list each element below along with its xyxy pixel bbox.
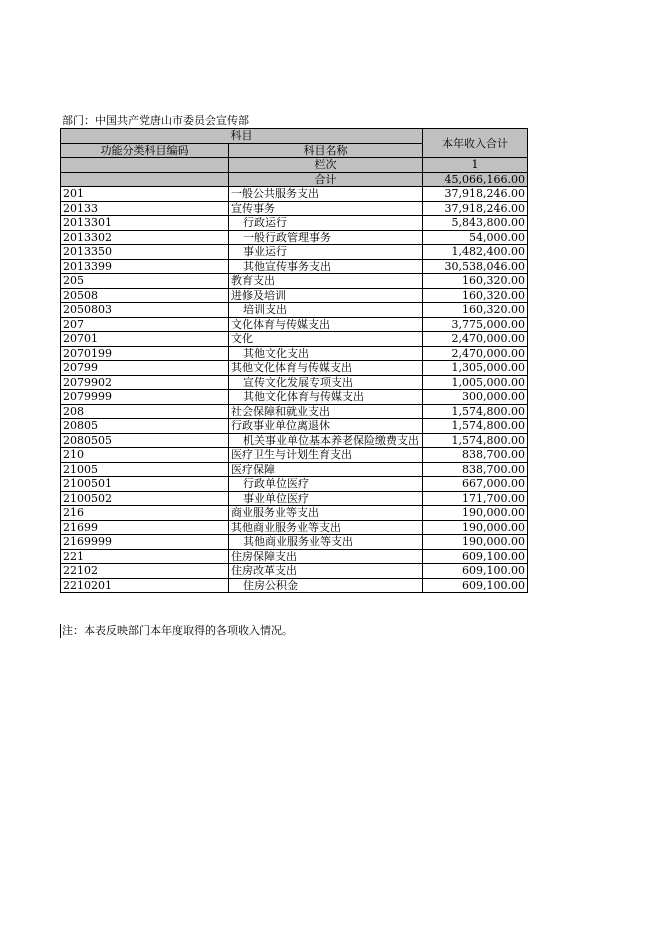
table-row	[61, 259, 528, 274]
subject-name-cell: 其他商业服务业等支出	[229, 520, 423, 535]
subject-name-cell: 文化体育与传媒支出	[229, 317, 423, 332]
subject-name-cell: 行政事业单位离退休	[229, 419, 423, 434]
subject-code-cell: 207	[61, 317, 229, 332]
table-row	[61, 535, 528, 550]
name-column-header: 科目名称	[229, 143, 423, 158]
subject-code-cell: 2100502	[61, 491, 229, 506]
subject-name-cell: 宣传文化发展专项支出	[229, 375, 423, 390]
subject-code-cell: 21699	[61, 520, 229, 535]
amount-cell: 160,320.00	[423, 303, 528, 318]
subject-group-header: 科目	[61, 129, 423, 144]
subject-code-cell: 208	[61, 404, 229, 419]
subject-code-cell: 22102	[61, 564, 229, 579]
subject-name-cell: 住房保障支出	[229, 549, 423, 564]
table-row	[61, 288, 528, 303]
subject-code-cell: 210	[61, 448, 229, 463]
subject-name-cell: 教育支出	[229, 274, 423, 289]
subject-name-cell: 医疗卫生与计划生育支出	[229, 448, 423, 463]
amount-cell: 5,843,800.00	[423, 216, 528, 231]
table-row	[61, 230, 528, 245]
amount-cell: 160,320.00	[423, 274, 528, 289]
subject-name-cell: 培训支出	[229, 303, 423, 318]
table-row	[61, 332, 528, 347]
row-index-value: 1	[423, 158, 528, 173]
subject-code-cell: 2100501	[61, 477, 229, 492]
subject-code-cell: 2050803	[61, 303, 229, 318]
subject-code-cell: 2079902	[61, 375, 229, 390]
header-row-subject	[61, 129, 528, 144]
table-row	[61, 578, 528, 593]
subject-code-cell: 2013399	[61, 259, 229, 274]
table-row	[61, 317, 528, 332]
subject-code-cell: 20133	[61, 201, 229, 216]
amount-cell: 300,000.00	[423, 390, 528, 405]
table-row	[61, 462, 528, 477]
subject-code-cell: 2013350	[61, 245, 229, 260]
table-row	[61, 375, 528, 390]
amount-cell: 190,000.00	[423, 506, 528, 521]
table-row	[61, 303, 528, 318]
amount-cell: 609,100.00	[423, 564, 528, 579]
table-row	[61, 477, 528, 492]
amount-cell: 2,470,000.00	[423, 346, 528, 361]
table-row	[61, 187, 528, 202]
amount-cell: 30,538,046.00	[423, 259, 528, 274]
amount-cell: 37,918,246.00	[423, 187, 528, 202]
code-column-header: 功能分类科目编码	[61, 143, 229, 158]
subject-name-cell: 文化	[229, 332, 423, 347]
amount-cell: 1,574,800.00	[423, 404, 528, 419]
subject-name-cell: 其他文化体育与传媒支出	[229, 390, 423, 405]
subject-name-cell: 行政运行	[229, 216, 423, 231]
subject-code-cell: 216	[61, 506, 229, 521]
subject-name-cell: 社会保障和就业支出	[229, 404, 423, 419]
amount-cell: 37,918,246.00	[423, 201, 528, 216]
total-label: 合计	[229, 172, 423, 187]
table-row	[61, 419, 528, 434]
amount-cell: 838,700.00	[423, 462, 528, 477]
table-row	[61, 274, 528, 289]
subject-name-cell: 住房公积金	[229, 578, 423, 593]
subject-code-cell: 2070199	[61, 346, 229, 361]
row-index-label: 栏次	[229, 158, 423, 173]
subject-name-cell: 一般行政管理事务	[229, 230, 423, 245]
total-code-cell	[61, 172, 229, 187]
table-row	[61, 491, 528, 506]
subject-code-cell: 20805	[61, 419, 229, 434]
subject-name-cell: 一般公共服务支出	[229, 187, 423, 202]
subject-name-cell: 事业单位医疗	[229, 491, 423, 506]
subject-name-cell: 商业服务业等支出	[229, 506, 423, 521]
table-row	[61, 346, 528, 361]
subject-code-cell: 201	[61, 187, 229, 202]
row-index-row	[61, 158, 528, 173]
subject-name-cell: 住房改革支出	[229, 564, 423, 579]
subject-code-cell: 2079999	[61, 390, 229, 405]
amount-cell: 609,100.00	[423, 578, 528, 593]
table-row	[61, 245, 528, 260]
subject-code-cell: 221	[61, 549, 229, 564]
subject-name-cell: 进修及培训	[229, 288, 423, 303]
amount-cell: 2,470,000.00	[423, 332, 528, 347]
amount-cell: 54,000.00	[423, 230, 528, 245]
subject-code-cell: 20508	[61, 288, 229, 303]
amount-cell: 1,482,400.00	[423, 245, 528, 260]
table-row	[61, 216, 528, 231]
subject-name-cell: 其他宣传事务支出	[229, 259, 423, 274]
footer-note: 注：本表反映部门本年度取得的各项收入情况。	[62, 624, 293, 637]
subject-name-cell: 宣传事务	[229, 201, 423, 216]
table-row	[61, 404, 528, 419]
subject-name-cell: 其他商业服务业等支出	[229, 535, 423, 550]
total-row	[61, 172, 528, 187]
total-value: 45,066,166.00	[423, 172, 528, 187]
amount-cell: 1,305,000.00	[423, 361, 528, 376]
subject-code-cell: 2080505	[61, 433, 229, 448]
amount-cell: 609,100.00	[423, 549, 528, 564]
amount-cell: 190,000.00	[423, 535, 528, 550]
table-row	[61, 549, 528, 564]
subject-name-cell: 其他文化支出	[229, 346, 423, 361]
table-row	[61, 201, 528, 216]
table-row	[61, 564, 528, 579]
subject-code-cell: 2210201	[61, 578, 229, 593]
table-row	[61, 361, 528, 376]
subject-code-cell: 2013302	[61, 230, 229, 245]
subject-name-cell: 行政单位医疗	[229, 477, 423, 492]
amount-cell: 190,000.00	[423, 520, 528, 535]
income-table	[60, 128, 528, 593]
table-row	[61, 520, 528, 535]
subject-name-cell: 其他文化体育与传媒支出	[229, 361, 423, 376]
table-row	[61, 448, 528, 463]
subject-code-cell: 2013301	[61, 216, 229, 231]
table-row	[61, 390, 528, 405]
subject-name-cell: 医疗保障	[229, 462, 423, 477]
subject-code-cell: 21005	[61, 462, 229, 477]
note-left-border	[60, 624, 61, 638]
table-row	[61, 433, 528, 448]
table-row	[61, 506, 528, 521]
subject-code-cell: 20701	[61, 332, 229, 347]
amount-cell: 171,700.00	[423, 491, 528, 506]
amount-cell: 160,320.00	[423, 288, 528, 303]
amount-cell: 667,000.00	[423, 477, 528, 492]
amount-cell: 838,700.00	[423, 448, 528, 463]
subject-code-cell: 20799	[61, 361, 229, 376]
subject-code-cell: 205	[61, 274, 229, 289]
amount-cell: 1,574,800.00	[423, 433, 528, 448]
amount-cell: 1,574,800.00	[423, 419, 528, 434]
subject-name-cell: 机关事业单位基本养老保险缴费支出	[229, 433, 423, 448]
amount-cell: 3,775,000.00	[423, 317, 528, 332]
row-index-code-cell	[61, 158, 229, 173]
subject-name-cell: 事业运行	[229, 245, 423, 260]
department-label: 部门：中国共产党唐山市委员会宣传部	[62, 114, 249, 127]
subject-code-cell: 2169999	[61, 535, 229, 550]
amount-cell: 1,005,000.00	[423, 375, 528, 390]
amount-column-header: 本年收入合计	[423, 129, 528, 158]
